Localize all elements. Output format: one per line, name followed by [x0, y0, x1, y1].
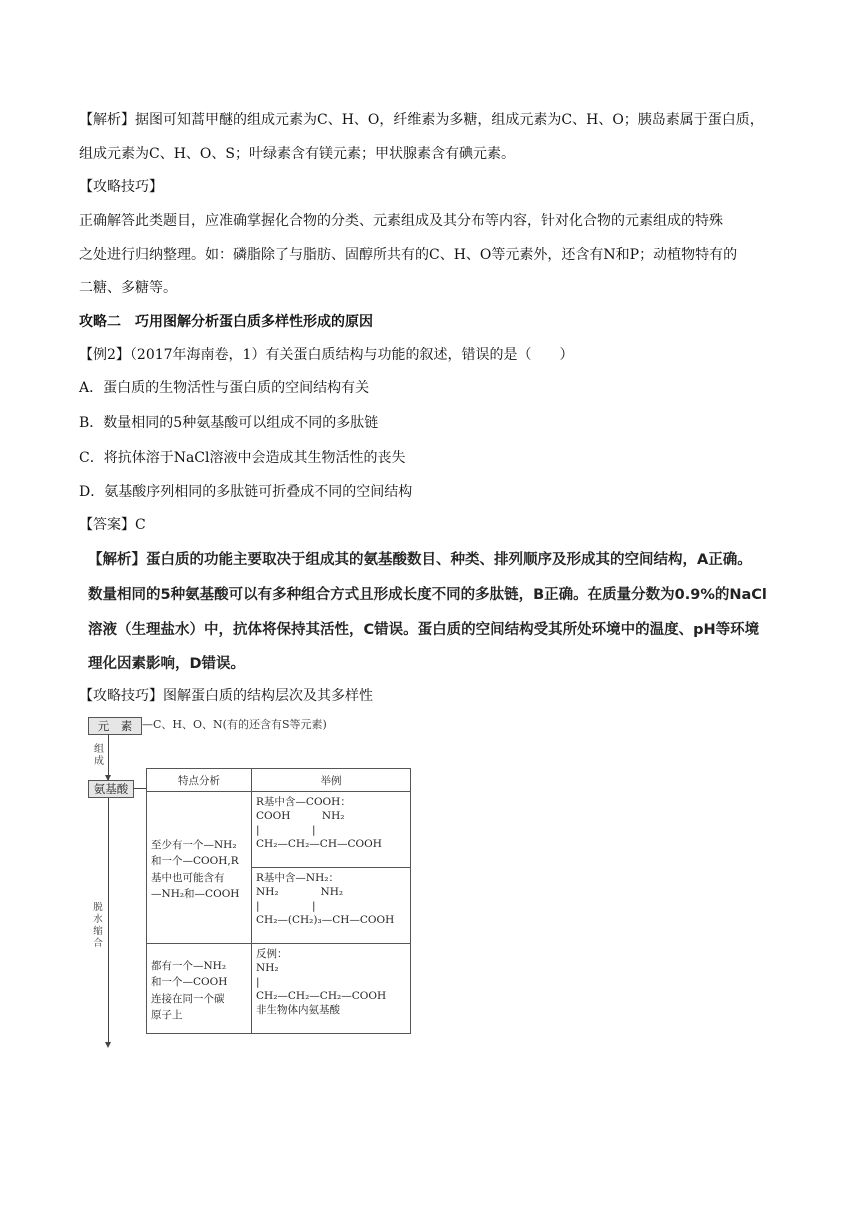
- feature-2-line: 连接在同一个碳: [151, 992, 225, 1005]
- example-line: COOH NH₂: [256, 810, 345, 822]
- element-box: 元 素: [88, 717, 142, 735]
- feature-cell-1: [147, 792, 252, 944]
- element-composition: —C、H、O、N(有的还含有S等元素): [142, 718, 327, 731]
- feature-1-line: 和一个—COOH,R: [151, 855, 239, 867]
- feature-1-line: 至少有一个—NH₂: [151, 838, 237, 851]
- amino-table-connector: [133, 788, 146, 789]
- example-question: 【例2】（2017年海南卷，1）有关蛋白质结构与功能的叙述，错误的是（ ）: [79, 347, 574, 363]
- protein-structure-diagram: [84, 712, 424, 1052]
- dehydration-connector: [108, 798, 109, 1044]
- example-line: | |: [256, 824, 316, 836]
- dehydration-arrow-icon: [105, 1042, 111, 1048]
- feature-1-line: —NH₂和—COOH: [151, 888, 240, 900]
- amino-acid-table: [146, 768, 411, 1034]
- section-heading: 攻略二 巧用图解分析蛋白质多样性形成的原因: [79, 314, 373, 330]
- dehydration-label: [92, 902, 104, 950]
- feature-2-line: 原子上: [151, 1009, 183, 1021]
- analysis-line-1: 【解析】据图可知蒿甲醚的组成元素为C、H、O，纤维素为多糖，组成元素为C、H、O；胰岛素属于蛋白质，: [79, 112, 764, 128]
- example-cell-cooh: [252, 792, 411, 868]
- example-line: R基中含—COOH：: [256, 796, 351, 808]
- compose-connector: [108, 734, 109, 780]
- example-line: R基中含—NH₂：: [256, 872, 339, 884]
- tips-line-2: 之处进行归纳整理。如：磷脂除了与脂肪、固醇所共有的C、H、O等元素外，还含有N和P；动植物特有的: [79, 247, 738, 263]
- example-line: | |: [256, 900, 316, 912]
- example-line: CH₂—CH₂—CH₂—COOH: [256, 990, 387, 1002]
- example-line: CH₂—CH₂—CH—COOH: [256, 838, 382, 850]
- tips-line-3: 二糖、多糖等。: [79, 280, 177, 296]
- compose-label: [93, 744, 105, 768]
- answer: 【答案】C: [79, 517, 146, 533]
- feature-1-line: 基中也可能含有: [151, 871, 225, 884]
- option-d: D．氨基酸序列相同的多肽链可折叠成不同的空间结构: [79, 484, 413, 500]
- header-feature: 特点分析: [147, 769, 252, 792]
- feature-cell-2: [147, 944, 252, 1034]
- example-cell-counter: [252, 944, 411, 1034]
- example-cell-nh2: [252, 868, 411, 944]
- answer-analysis-line-4: 理化因素影响，D错误。: [88, 656, 246, 672]
- example-line: 反例：: [256, 948, 288, 960]
- answer-analysis-line-3: 溶液（生理盐水）中，抗体将保持其活性，C错误。蛋白质的空间结构受其所处环境中的温度、pH等环境: [88, 622, 760, 638]
- header-example: 举例: [252, 769, 411, 792]
- example-line: NH₂ NH₂: [256, 886, 344, 898]
- option-b: B．数量相同的5种氨基酸可以组成不同的多肽链: [79, 415, 379, 431]
- example-line: |: [256, 976, 260, 988]
- example-line: NH₂: [256, 962, 279, 974]
- tips-label: 【攻略技巧】: [79, 179, 163, 195]
- dehydration-label-text: 脱水缩合: [93, 902, 103, 949]
- example-line: 非生物体内氨基酸: [256, 1004, 340, 1016]
- option-a: A．蛋白质的生物活性与蛋白质的空间结构有关: [79, 380, 370, 396]
- analysis-line-2: 组成元素为C、H、O、S；叶绿素含有镁元素；甲状腺素含有碘元素。: [79, 146, 515, 162]
- answer-analysis-line-1: 【解析】蛋白质的功能主要取决于组成其的氨基酸数目、种类、排列顺序及形成其的空间结构，A正确。: [88, 552, 752, 568]
- tips-line-1: 正确解答此类题目，应准确掌握化合物的分类、元素组成及其分布等内容，针对化合物的元素组成的特殊: [79, 213, 723, 229]
- diagram-caption: 【攻略技巧】图解蛋白质的结构层次及其多样性: [79, 688, 373, 704]
- feature-2-line: 都有一个—NH₂: [151, 959, 227, 972]
- feature-2-line: 和一个—COOH: [151, 976, 228, 988]
- answer-analysis-line-2: 数量相同的5种氨基酸可以有多种组合方式且形成长度不同的多肽链，B正确。在质量分数为0.9%的NaCl: [88, 587, 767, 603]
- option-c: C．将抗体溶于NaCl溶液中会造成其生物活性的丧失: [79, 450, 406, 466]
- amino-acid-box: 氨基酸: [88, 780, 134, 798]
- compose-label-text: 组成: [94, 744, 104, 767]
- example-line: CH₂—(CH₂)₃—CH—COOH: [256, 914, 395, 926]
